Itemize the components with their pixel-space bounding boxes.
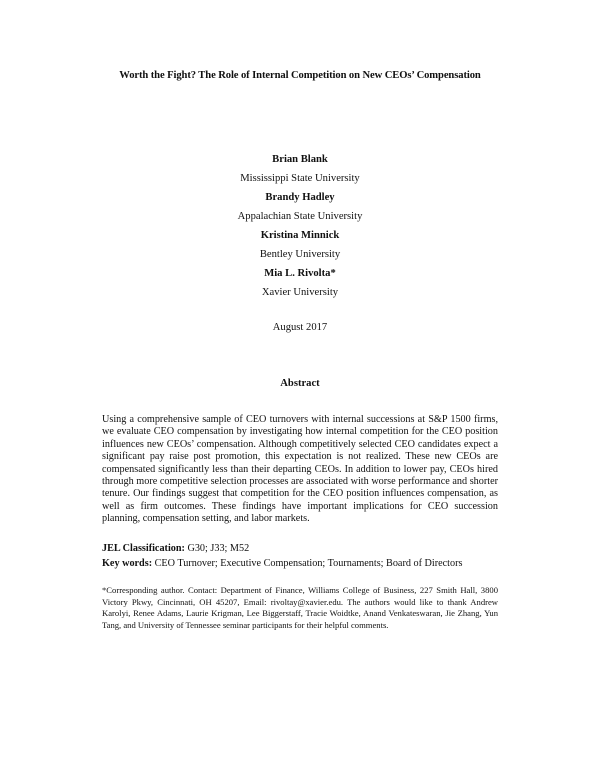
corresponding-author-footnote: *Corresponding author. Contact: Department of Finance, Williams College of Business, 227 Smith Hall, 3800 Victory Pkwy, Cincinnati, OH 45207, Email: rivoltay@xavier.edu. The authors would like to thank Andrew Karolyi, Renee Adams, Laurie Krigman, Lee Biggerstaff, Tracie Woidtke, Anand Venkateswaran, Jie Zhang, Yun Tang, and University of Tennessee seminar participants for their helpful comments. xyxy=(102,585,498,630)
keywords-list: CEO Turnover; Executive Compensation; Tournaments; Board of Directors xyxy=(152,558,463,569)
author-affiliation: Bentley University xyxy=(259,249,341,260)
keywords xyxy=(102,558,498,569)
author-affiliation: Mississippi State University xyxy=(240,173,360,184)
author-name: Kristina Minnick xyxy=(260,230,340,241)
abstract-heading: Abstract xyxy=(280,378,320,389)
author-name: Mia L. Rivolta* xyxy=(264,268,336,279)
jel-label: JEL Classification: xyxy=(102,543,185,554)
paper-title: Worth the Fight? The Role of Internal Competition on New CEOs’ Compensation xyxy=(119,70,481,81)
keywords-label: Key words: xyxy=(102,558,153,569)
author-list xyxy=(0,150,600,302)
publication-date: August 2017 xyxy=(272,322,328,333)
jel-codes: G30; J33; M52 xyxy=(184,543,250,554)
author-affiliation: Xavier University xyxy=(261,287,339,298)
author-name: Brandy Hadley xyxy=(265,192,335,203)
author-name: Brian Blank xyxy=(272,154,328,165)
author-affiliation: Appalachian State University xyxy=(237,211,363,222)
abstract-text: Using a comprehensive sample of CEO turnovers with internal successions at S&P 1500 firms, we evaluate CEO compensation by investigating how internal competition for the CEO position influences new CEOs’ compensation. Although competitively selected CEO candidates expect a significant pay raise post promotion, this expectation is not realized. These new CEOs are compensated significantly less than their departing CEOs. In addition to lower pay, CEOs hired through more competitive selection processes are associated with worse performance and shorter tenure. Our findings suggest that competition for the CEO position influences compensation, as well as firm outcomes. These findings have important implications for CEO succession planning, compensation setting, and labor markets. xyxy=(102,414,498,525)
jel-classification xyxy=(102,543,498,554)
